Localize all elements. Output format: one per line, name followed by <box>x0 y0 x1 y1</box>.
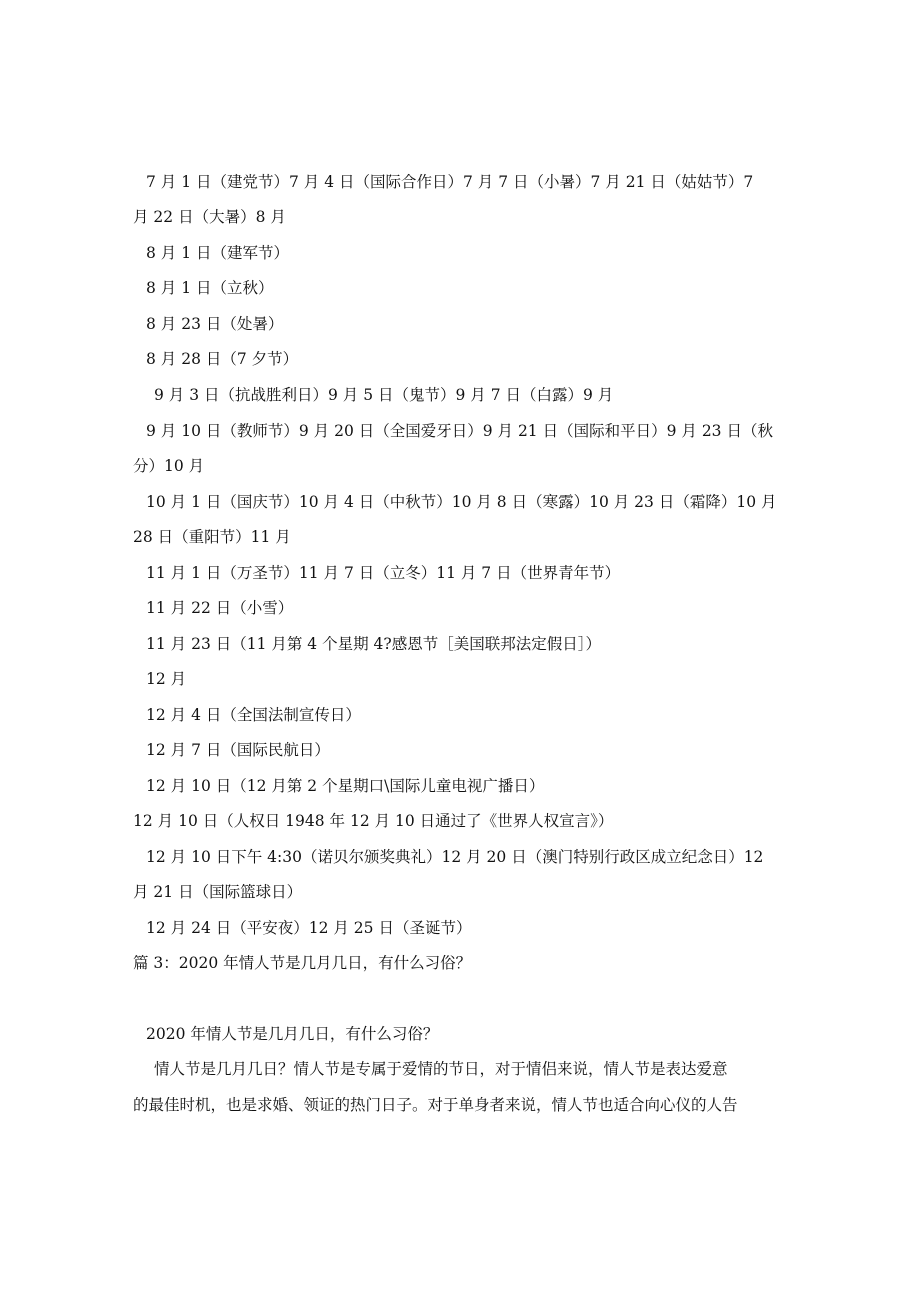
article-title: 2020 年情人节是几月几日，有什么习俗？ <box>146 1025 439 1043</box>
text-line: 12 月 10 日（12 月第 2 个星期口\国际儿童电视广播日） <box>146 777 545 795</box>
text-line: 12 月 7 日（国际民航日） <box>146 741 330 759</box>
text-line: 28 日（重阳节）11 月 <box>133 528 291 546</box>
text-line: 11 月 1 日（万圣节）11 月 7 日（立冬）11 月 7 日（世界青年节） <box>146 564 621 582</box>
text-line: 7 月 1 日（建党节）7 月 4 日（国际合作日）7 月 7 日（小暑）7 月 21 日（姑姑节）7 <box>146 173 754 191</box>
text-line: 8 月 1 日（立秋） <box>146 279 274 297</box>
text-line: 10 月 1 日（国庆节）10 月 4 日（中秋节）10 月 8 日（寒露）10 月 23 日（霜降）10 月 <box>146 493 777 511</box>
text-line: 12 月 <box>146 670 187 688</box>
text-line: 月 22 日（大暑）8 月 <box>133 208 286 226</box>
text-line: 月 21 日（国际篮球日） <box>133 883 303 901</box>
text-line: 8 月 1 日（建军节） <box>146 244 290 262</box>
text-line: 12 月 10 日（人权日 1948 年 12 月 10 日通过了《世界人权宣言》） <box>133 812 614 830</box>
text-line: 分）10 月 <box>133 457 205 475</box>
text-line: 11 月 22 日（小雪） <box>146 599 294 617</box>
text-line: 12 月 24 日（平安夜）12 月 25 日（圣诞节） <box>146 919 472 937</box>
text-line: 12 月 10 日下午 4:30（诺贝尔颁奖典礼）12 月 20 日（澳门特别行政区成立纪念日）12 <box>146 848 764 866</box>
text-line: 8 月 28 日（7 夕节） <box>146 350 299 368</box>
paragraph-line: 的最佳时机，也是求婚、领证的热门日子。对于单身者来说，情人节也适合向心仪的人告 <box>133 1096 738 1114</box>
text-line: 11 月 23 日（11 月第 4 个星期 4?感恩节［美国联邦法定假日］） <box>146 635 601 653</box>
text-line: 8 月 23 日（处暑） <box>146 315 284 333</box>
text-line: 9 月 10 日（教师节）9 月 20 日（全国爱牙日）9 月 21 日（国际和平日）9 月 23 日（秋 <box>146 422 773 440</box>
paragraph-line: 情人节是几月几日？情人节是专属于爱情的节日，对于情侣来说，情人节是表达爱意 <box>154 1060 728 1078</box>
text-line: 12 月 4 日（全国法制宣传日） <box>146 706 361 724</box>
section-heading: 篇 3：2020 年情人节是几月几日，有什么习俗？ <box>133 954 472 972</box>
text-line: 9 月 3 日（抗战胜利日）9 月 5 日（鬼节）9 月 7 日（白露）9 月 <box>154 386 614 404</box>
